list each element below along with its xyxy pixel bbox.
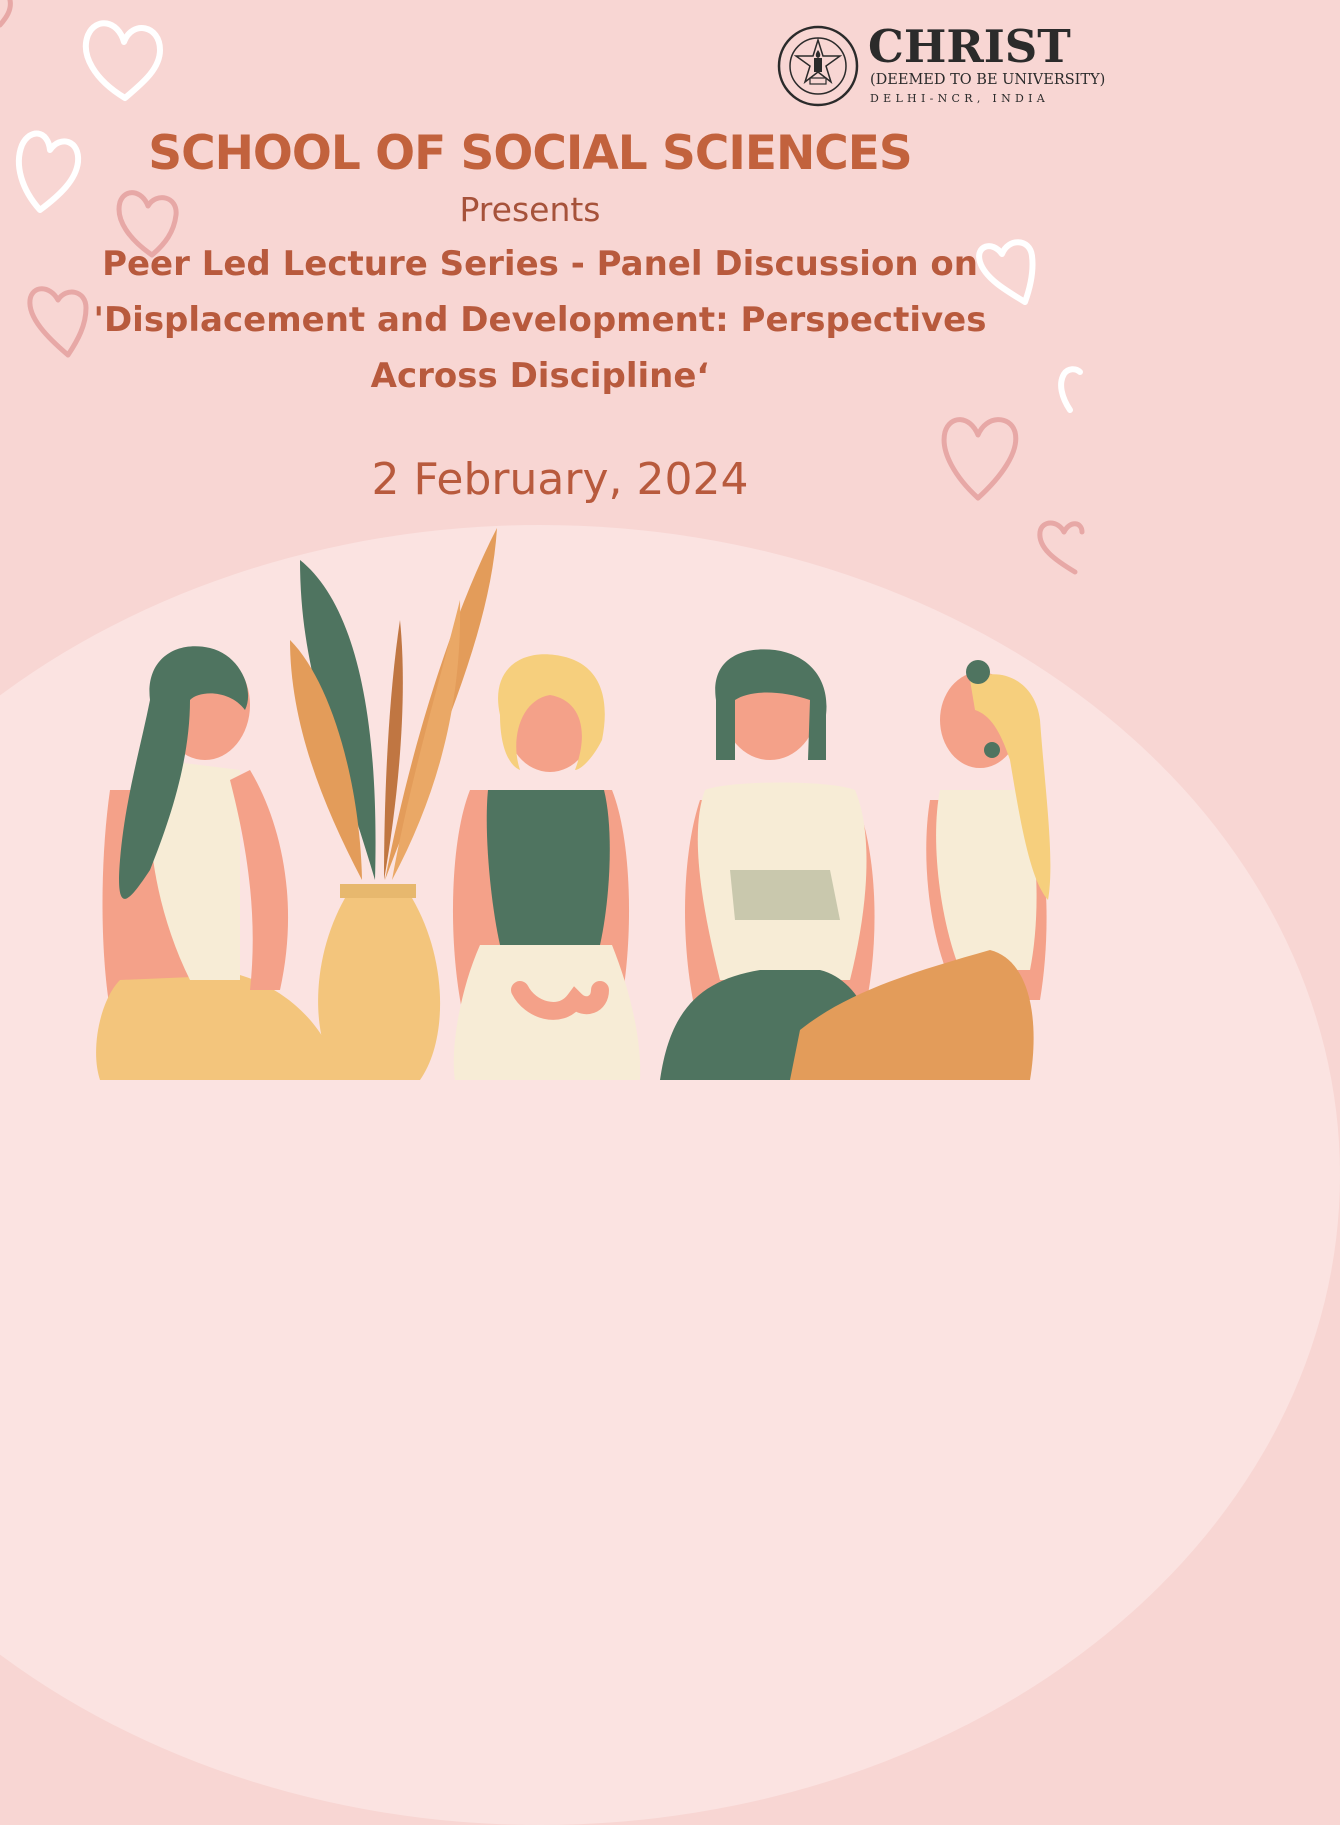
heart-icon (1061, 369, 1080, 410)
person-2-illustration (453, 654, 640, 1080)
university-seal-icon (776, 24, 860, 108)
event-date: 2 February, 2024 (371, 454, 749, 505)
heart-icon (86, 23, 160, 98)
university-location: DELHI-NCR, INDIA (870, 92, 1050, 105)
event-title-line-3: Across Discipline‘ (370, 356, 710, 396)
event-title (20, 236, 1060, 404)
university-subtitle: (DEEMED TO BE UNIVERSITY) (870, 72, 1106, 88)
presents-label: Presents (459, 190, 601, 229)
university-logo (776, 20, 1106, 114)
panel-illustration (0, 520, 1080, 1080)
school-title: SCHOOL OF SOCIAL SCIENCES (148, 126, 912, 181)
event-title-line-1: Peer Led Lecture Series - Panel Discussion on (102, 244, 978, 284)
event-title-line-2: 'Displacement and Development: Perspectives (93, 300, 987, 340)
university-name: CHRIST (868, 20, 1071, 73)
heart-icon (0, 0, 10, 25)
